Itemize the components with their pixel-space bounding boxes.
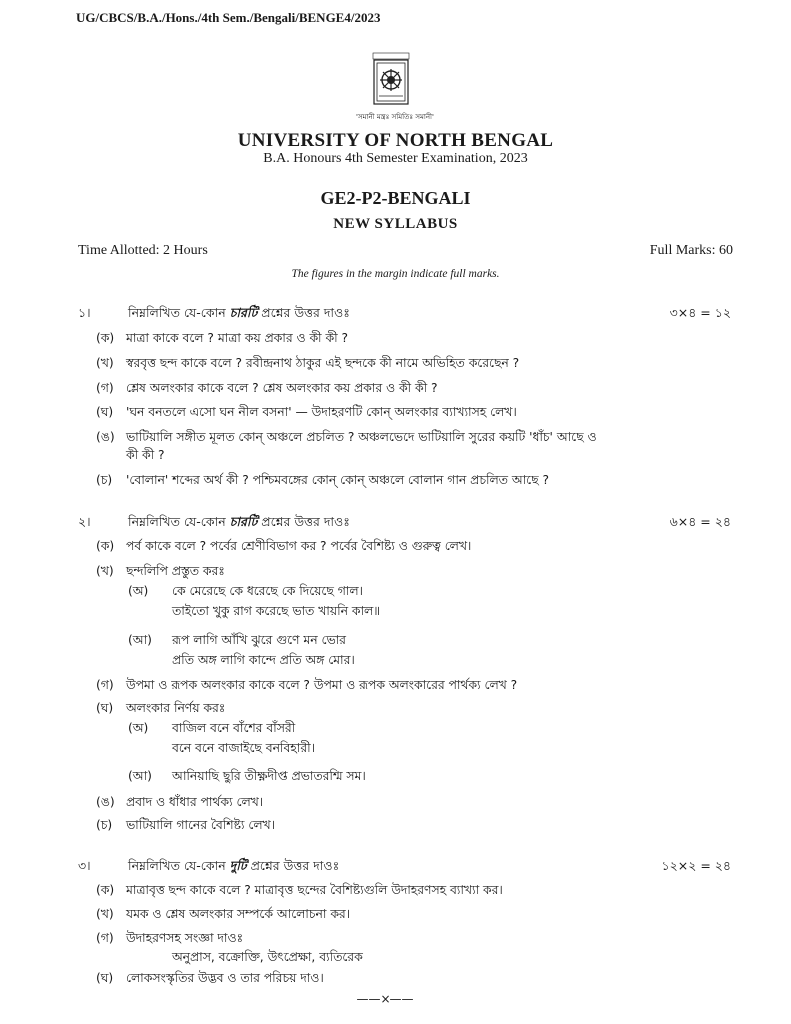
question-number: ২। — [78, 514, 91, 529]
verse-line: তাইতো খুকু রাগ করেছে ভাত খায়নি কাল॥ — [172, 604, 381, 618]
question-marks: ১২×২ = ২৪ — [661, 858, 731, 873]
question-item: (ঙ) ভাটিয়ালি সঙ্গীত মূলত কোন্ অঞ্চলে প্রচলিত ? অঞ্চলভেদে ভাটিয়ালি সুরের কয়টি 'ধাঁচ' আছে ও — [96, 430, 597, 444]
question-item: (চ) ভাটিয়ালি গানের বৈশিষ্ট্য লেখ। — [96, 818, 276, 832]
question-item-continued: অনুপ্রাস, বক্রোক্তি, উৎপ্রেক্ষা, ব্যতিরেক — [172, 950, 363, 964]
sub-item-label: (আ) — [128, 633, 152, 647]
question-item: (খ) যমক ও শ্লেষ অলংকার সম্পর্কে আলোচনা কর। — [96, 907, 351, 921]
question-item: (ঙ) প্রবাদ ও ধাঁধার পার্থক্য লেখ। — [96, 795, 264, 809]
university-name: UNIVERSITY OF NORTH BENGAL — [237, 130, 554, 151]
question-item: (ক) মাত্রাবৃত্ত ছন্দ কাকে বলে ? মাত্রাবৃত্ত ছন্দের বৈশিষ্ট্যগুলি উদাহরণসহ ব্যাখ্যা কর। — [96, 883, 503, 897]
verse-line: প্রতি অঙ্গ লাগি কান্দে প্রতি অঙ্গ মোর। — [172, 653, 355, 667]
question-marks: ৬×৪ = ২৪ — [669, 514, 731, 529]
margin-note: The figures in the margin indicate full marks. — [291, 268, 500, 280]
paper-name: GE2-P2-BENGALI — [320, 188, 471, 208]
syllabus-label: NEW SYLLABUS — [333, 216, 458, 232]
question-instruction: নিম্নলিখিত যে-কোন চারটি প্রশ্নের উত্তর দাওঃ — [128, 514, 350, 529]
sub-item-label: (অ) — [128, 721, 149, 735]
question-number: ১। — [78, 305, 91, 320]
question-item: (ক) পর্ব কাকে বলে ? পর্বের শ্রেণীবিভাগ কর ? পর্বের বৈশিষ্ট্য ও গুরুত্ব লেখ। — [96, 539, 472, 553]
question-item: (ঘ) লোকসংস্কৃতির উদ্ভব ও তার পরিচয় দাও। — [96, 971, 324, 985]
question-item: (গ) উপমা ও রূপক অলংকার কাকে বলে ? উপমা ও রূপক অলংকারের পার্থক্য লেখ ? — [96, 678, 518, 692]
verse-line: রূপ লাগি আঁখি ঝুরে গুণে মন ভোর — [172, 633, 346, 647]
question-item: (খ) ছন্দলিপি প্রস্তুত করঃ — [96, 564, 225, 578]
question-marks: ৩×৪ = ১২ — [669, 305, 731, 320]
exam-title: B.A. Honours 4th Semester Examination, 2023 — [263, 151, 528, 166]
verse-line: বনে বনে বাজাইছে বনবিহারী। — [172, 741, 315, 755]
question-instruction: নিম্নলিখিত যে-কোন দুটি প্রশ্নের উত্তর দাওঃ — [128, 858, 340, 873]
question-item: (ক) মাত্রা কাকে বলে ? মাত্রা কয় প্রকার ও কী কী ? — [96, 331, 349, 345]
question-item: (গ) উদাহরণসহ সংজ্ঞা দাওঃ — [96, 931, 244, 945]
time-allotted: Time Allotted: 2 Hours — [78, 243, 208, 258]
verse-line: আনিয়াছি ছুরি তীক্ষ্ণদীপ্ত প্রভাতরশ্মি সম। — [172, 769, 366, 783]
verse-line: বাজিল বনে বাঁশের বাঁসরী — [172, 721, 296, 735]
verse-line: কে মেরেছে কে ধরেছে কে দিয়েছে গাল। — [172, 584, 363, 598]
question-instruction: নিম্নলিখিত যে-কোন চারটি প্রশ্নের উত্তর দাওঃ — [128, 305, 350, 320]
full-marks: Full Marks: 60 — [649, 243, 733, 258]
question-item: (ঘ) অলংকার নির্ণয় করঃ — [96, 701, 226, 715]
question-item: (খ) স্বরবৃত্ত ছন্দ কাকে বলে ? রবীন্দ্রনাথ ঠাকুর এই ছন্দকে কী নামে অভিহিত করেছেন ? — [96, 356, 520, 370]
university-logo-icon — [371, 52, 411, 108]
end-of-paper-mark: ——×—— — [356, 992, 414, 1006]
sub-item-label: (অ) — [128, 584, 149, 598]
university-motto: 'সমানী মন্ত্রঃ সমিতিঃ সমানী' — [356, 113, 434, 121]
question-number: ৩। — [78, 858, 91, 873]
question-item: (চ) 'বোলান' শব্দের অর্থ কী ? পশ্চিমবঙ্গের কোন্ কোন্ অঞ্চলে বোলান গান প্রচলিত আছে ? — [96, 473, 549, 487]
question-item: (ঘ) 'ঘন বনতলে এসো ঘন নীল বসনা' — উদাহরণটি কোন্ অলংকার ব্যাখ্যাসহ লেখ। — [96, 405, 517, 419]
question-item: (গ) শ্লেষ অলংকার কাকে বলে ? শ্লেষ অলংকার কয় প্রকার ও কী কী ? — [96, 381, 438, 395]
question-item-continued: কী কী ? — [126, 448, 165, 462]
paper-code: UG/CBCS/B.A./Hons./4th Sem./Bengali/BENGE4/2023 — [76, 10, 381, 25]
sub-item-label: (আ) — [128, 769, 152, 783]
